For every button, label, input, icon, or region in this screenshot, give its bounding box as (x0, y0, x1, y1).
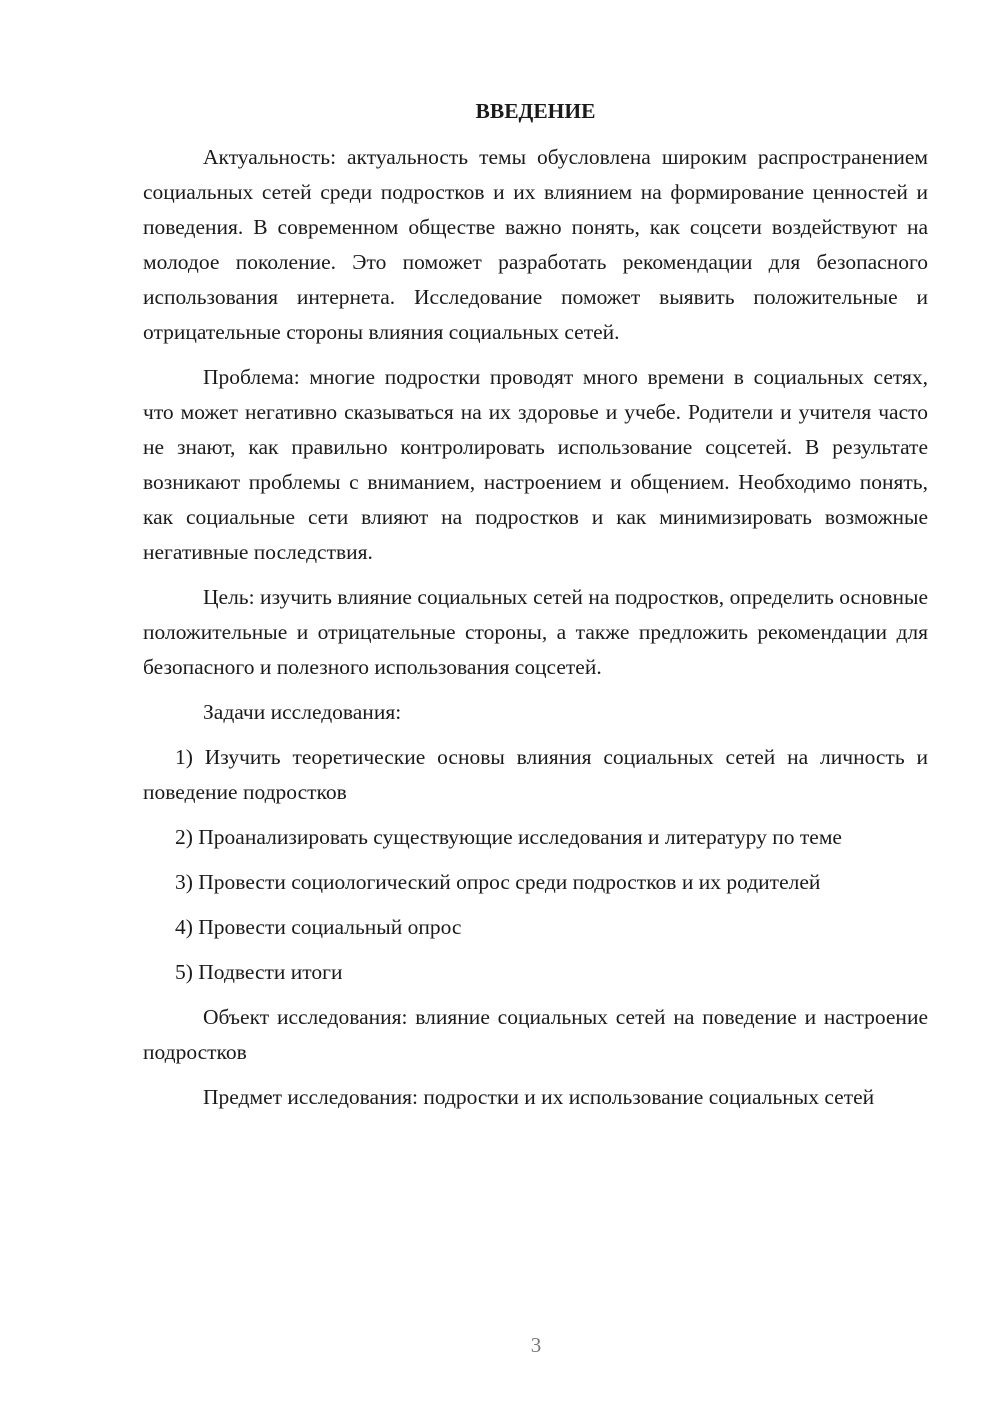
tasks-heading: Задачи исследования: (203, 700, 402, 724)
subject-paragraph: Предмет исследования: подростки и их использование социальных сетей (203, 1085, 875, 1109)
task-item-2: 2) Проанализировать существующие исследования и литературу по теме (175, 825, 842, 849)
object-paragraph: Объект исследования: влияние социальных сетей на поведение и настроение подростков (143, 1005, 928, 1064)
problem-paragraph: Проблема: многие подростки проводят много времени в социальных сетях, что может негативно сказываться на их здоровье и учебе. Родители и учителя часто не знают, как правильно контролировать использование соцсетей. В результате возникают проблемы с вниманием, настроением и общением. Необходимо понять, как социальные сети влияют на подростков и как минимизировать возможные негативные последствия. (143, 365, 928, 564)
page-number: 3 (530, 1333, 542, 1357)
relevance-paragraph: Актуальность: актуальность темы обусловлена широким распространением социальных сетей среди подростков и их влиянием на формирование ценностей и поведения. В современном обществе важно понять, как соцсети воздействуют на молодое поколение. Это поможет разработать рекомендации для безопасного использования интернета. Исследование поможет выявить положительные и отрицательные стороны влияния социальных сетей. (143, 145, 928, 344)
task-item-4: 4) Провести социальный опрос (175, 915, 462, 939)
task-item-5: 5) Подвести итоги (175, 960, 343, 984)
task-item-1: 1) Изучить теоретические основы влияния социальных сетей на личность и поведение подростков (143, 745, 928, 804)
page-content (143, 96, 928, 1125)
page-heading: ВВЕДЕНИЕ (475, 99, 596, 123)
task-item-3: 3) Провести социологический опрос среди подростков и их родителей (175, 870, 821, 894)
goal-paragraph: Цель: изучить влияние социальных сетей на подростков, определить основные положительные и отрицательные стороны, а также предложить рекомендации для безопасного и полезного использования соцсетей. (143, 585, 928, 679)
